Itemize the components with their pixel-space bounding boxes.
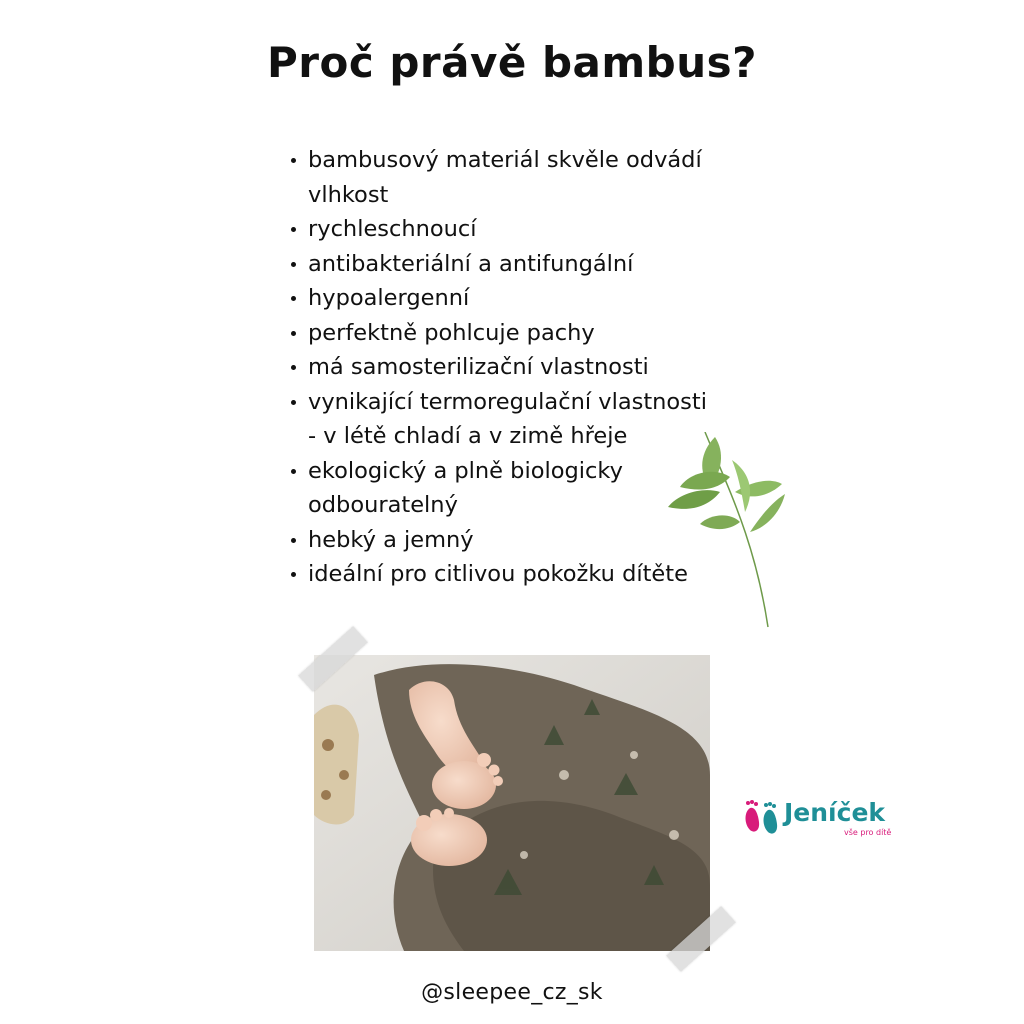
logo-tagline: vše pro dítě xyxy=(844,828,892,837)
social-handle: @sleepee_cz_sk xyxy=(421,980,603,1005)
list-item-text: hebký a jemný xyxy=(308,526,474,553)
bullet-dot xyxy=(291,365,296,370)
list-item-text: perfektně pohlcuje pachy xyxy=(308,319,595,346)
list-item-text: ekologický a plně biologicky xyxy=(308,457,623,484)
bullet-dot xyxy=(291,538,296,543)
list-item xyxy=(288,316,788,351)
bullet-dot xyxy=(291,262,296,267)
list-item xyxy=(288,281,788,316)
list-item-text: hypoalergenní xyxy=(308,285,470,311)
list-item xyxy=(288,143,788,212)
list-item-text: má samosterilizační vlastnosti xyxy=(308,354,649,380)
list-item-text: rychleschnoucí xyxy=(308,216,477,242)
list-item xyxy=(288,247,788,282)
baby-feet-icon xyxy=(742,798,780,838)
baby-photo xyxy=(314,655,710,951)
list-item-text: - v létě chladí a v zimě hřeje xyxy=(308,423,628,449)
baby-feet-photo xyxy=(314,655,710,951)
list-item-text: antibakteriální a antifungální xyxy=(308,250,634,277)
list-item xyxy=(288,212,788,247)
bullet-dot xyxy=(291,296,296,301)
bullet-dot xyxy=(291,331,296,336)
list-item-text: odbouratelný xyxy=(308,492,458,518)
list-item-text: vlhkost xyxy=(308,181,389,208)
list-item-text: ideální pro citlivou pokožku dítěte xyxy=(308,561,688,587)
bullet-dot xyxy=(291,572,296,577)
logo-name: Jeníček xyxy=(784,798,886,827)
bamboo-leaves-icon xyxy=(660,432,790,632)
list-item xyxy=(288,350,788,385)
page-title: Proč právě bambus? xyxy=(267,38,757,87)
bullet-dot xyxy=(291,469,296,474)
bullet-dot xyxy=(291,158,296,163)
list-item-text: vynikající termoregulační vlastnosti xyxy=(308,388,707,415)
list-item-text: bambusový materiál skvěle odvádí xyxy=(308,147,702,173)
bullet-dot xyxy=(291,400,296,405)
bullet-dot xyxy=(291,227,296,232)
brand-logo xyxy=(742,798,902,844)
